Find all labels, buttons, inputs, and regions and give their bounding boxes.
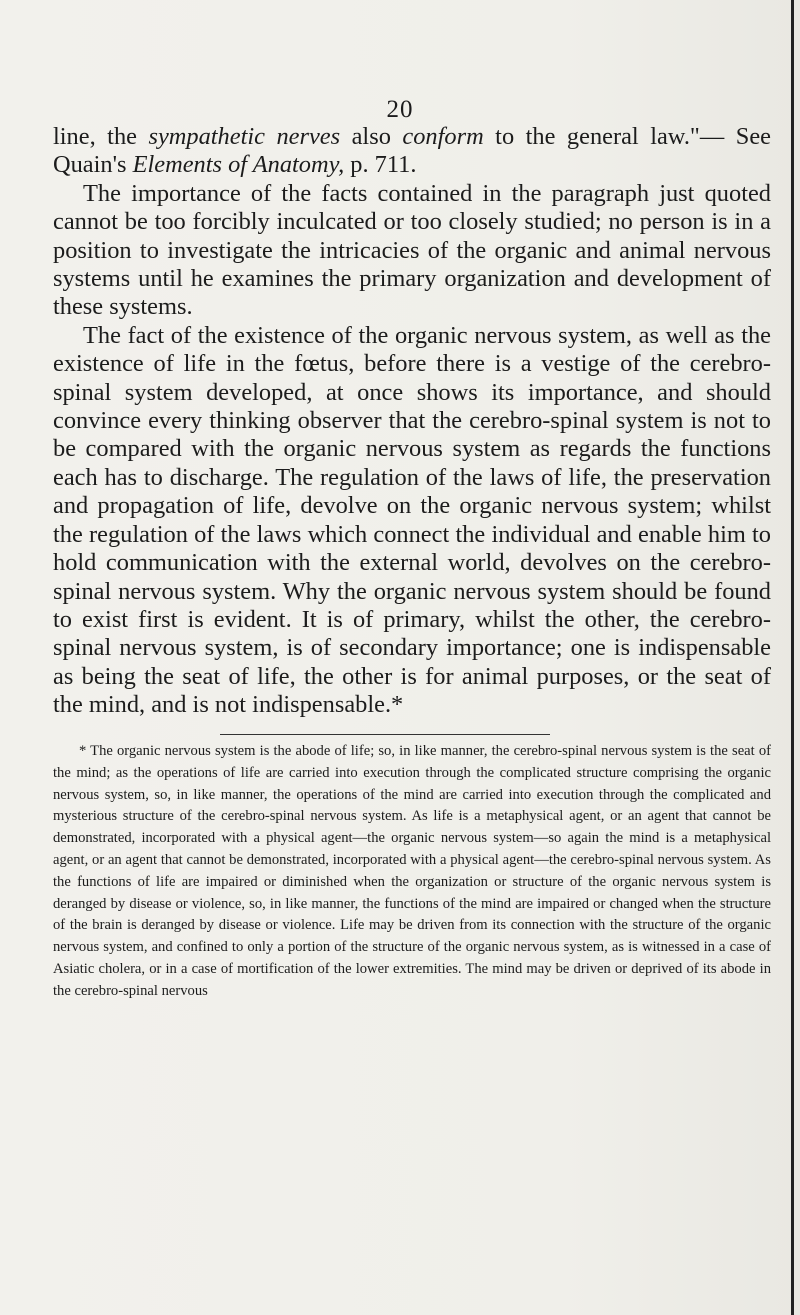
paragraph-1: [53, 123, 771, 180]
footnote: * The organic nervous system is the abode of life; so, in like manner, the cerebro-spinal nervous system is the seat of the mind; as the operations of life are carried into execution through the complicated structure comprising the organic nervous system, so, in like manner, the operations of the mind are carried into execution through the complicated and mysterious structure of the cerebro-spinal nervous system. As life is a metaphysical agent, or an agent that cannot be demonstrated, incorporated with a physical agent—the organic nervous system—so again the mind is a metaphysical agent, or an agent that cannot be demonstrated, incorporated with a physical agent—the cerebro-spinal nervous system. As the functions of life are impaired or diminished when the organization or structure of the organic nervous system is deranged by disease or violence, so, in like manner, the functions of the mind are impaired or changed when the structure of the brain is deranged by disease or violence. Life may be driven from its connection with the structure of the organic nervous system, and confined to only a portion of the structure of the organic nervous system, as is witnessed in a case of Asiatic cholera, or in a case of mortification of the lower extremities. The mind may be driven or deprived of its abode in the cerebro-spinal nervous: [53, 743, 771, 999]
italic-phrase: sympathetic nerves: [148, 123, 341, 150]
text-run: also: [340, 123, 403, 150]
text-run: line, the: [53, 123, 149, 150]
paragraph-2: [53, 180, 771, 322]
text-run: p. 711.: [344, 151, 417, 179]
page-number: 20: [386, 96, 414, 123]
italic-phrase: Elements of Anatomy,: [132, 151, 345, 179]
text-run: The fact of the existence of the organic nervous system, as well as the existence of life in the fœtus, before there is a vestige of the cerebro-spinal system developed, at once shows its importance, and should convince every thinking observer that the cerebro-spinal system is not to be compared with the organic nervous system as regards the functions each has to discharge. The regulation of the laws of life, the preservation and propagation of life, devolve on the organic nervous system; whilst the regulation of the laws which connect the individual and enable him to hold communication with the external world, devolves on the cerebro-spinal nervous system. Why the organic nervous system should be found to exist first is evident. It is of primary, whilst the other, the cerebro-spinal nervous system, is of secondary importance; one is indispensable as being the seat of life, the other is for animal purposes, or the seat of the mind, and is not indispensable.*: [53, 321, 771, 719]
paragraph-3: [53, 322, 771, 720]
main-text: [53, 123, 771, 720]
page-edge-shadow: [791, 0, 794, 1315]
text-run: The importance of the facts contained in the paragraph just quoted cannot be too forcibly inculcated or too closely studied; no person is in a position to investigate the intricacies of the organic and animal nervous systems until he examines the primary organization and development of these systems.: [53, 179, 771, 321]
text-run: to the general law."— See Quain's: [53, 123, 771, 179]
footnote-divider: [220, 734, 550, 735]
italic-phrase: conform: [402, 123, 484, 150]
